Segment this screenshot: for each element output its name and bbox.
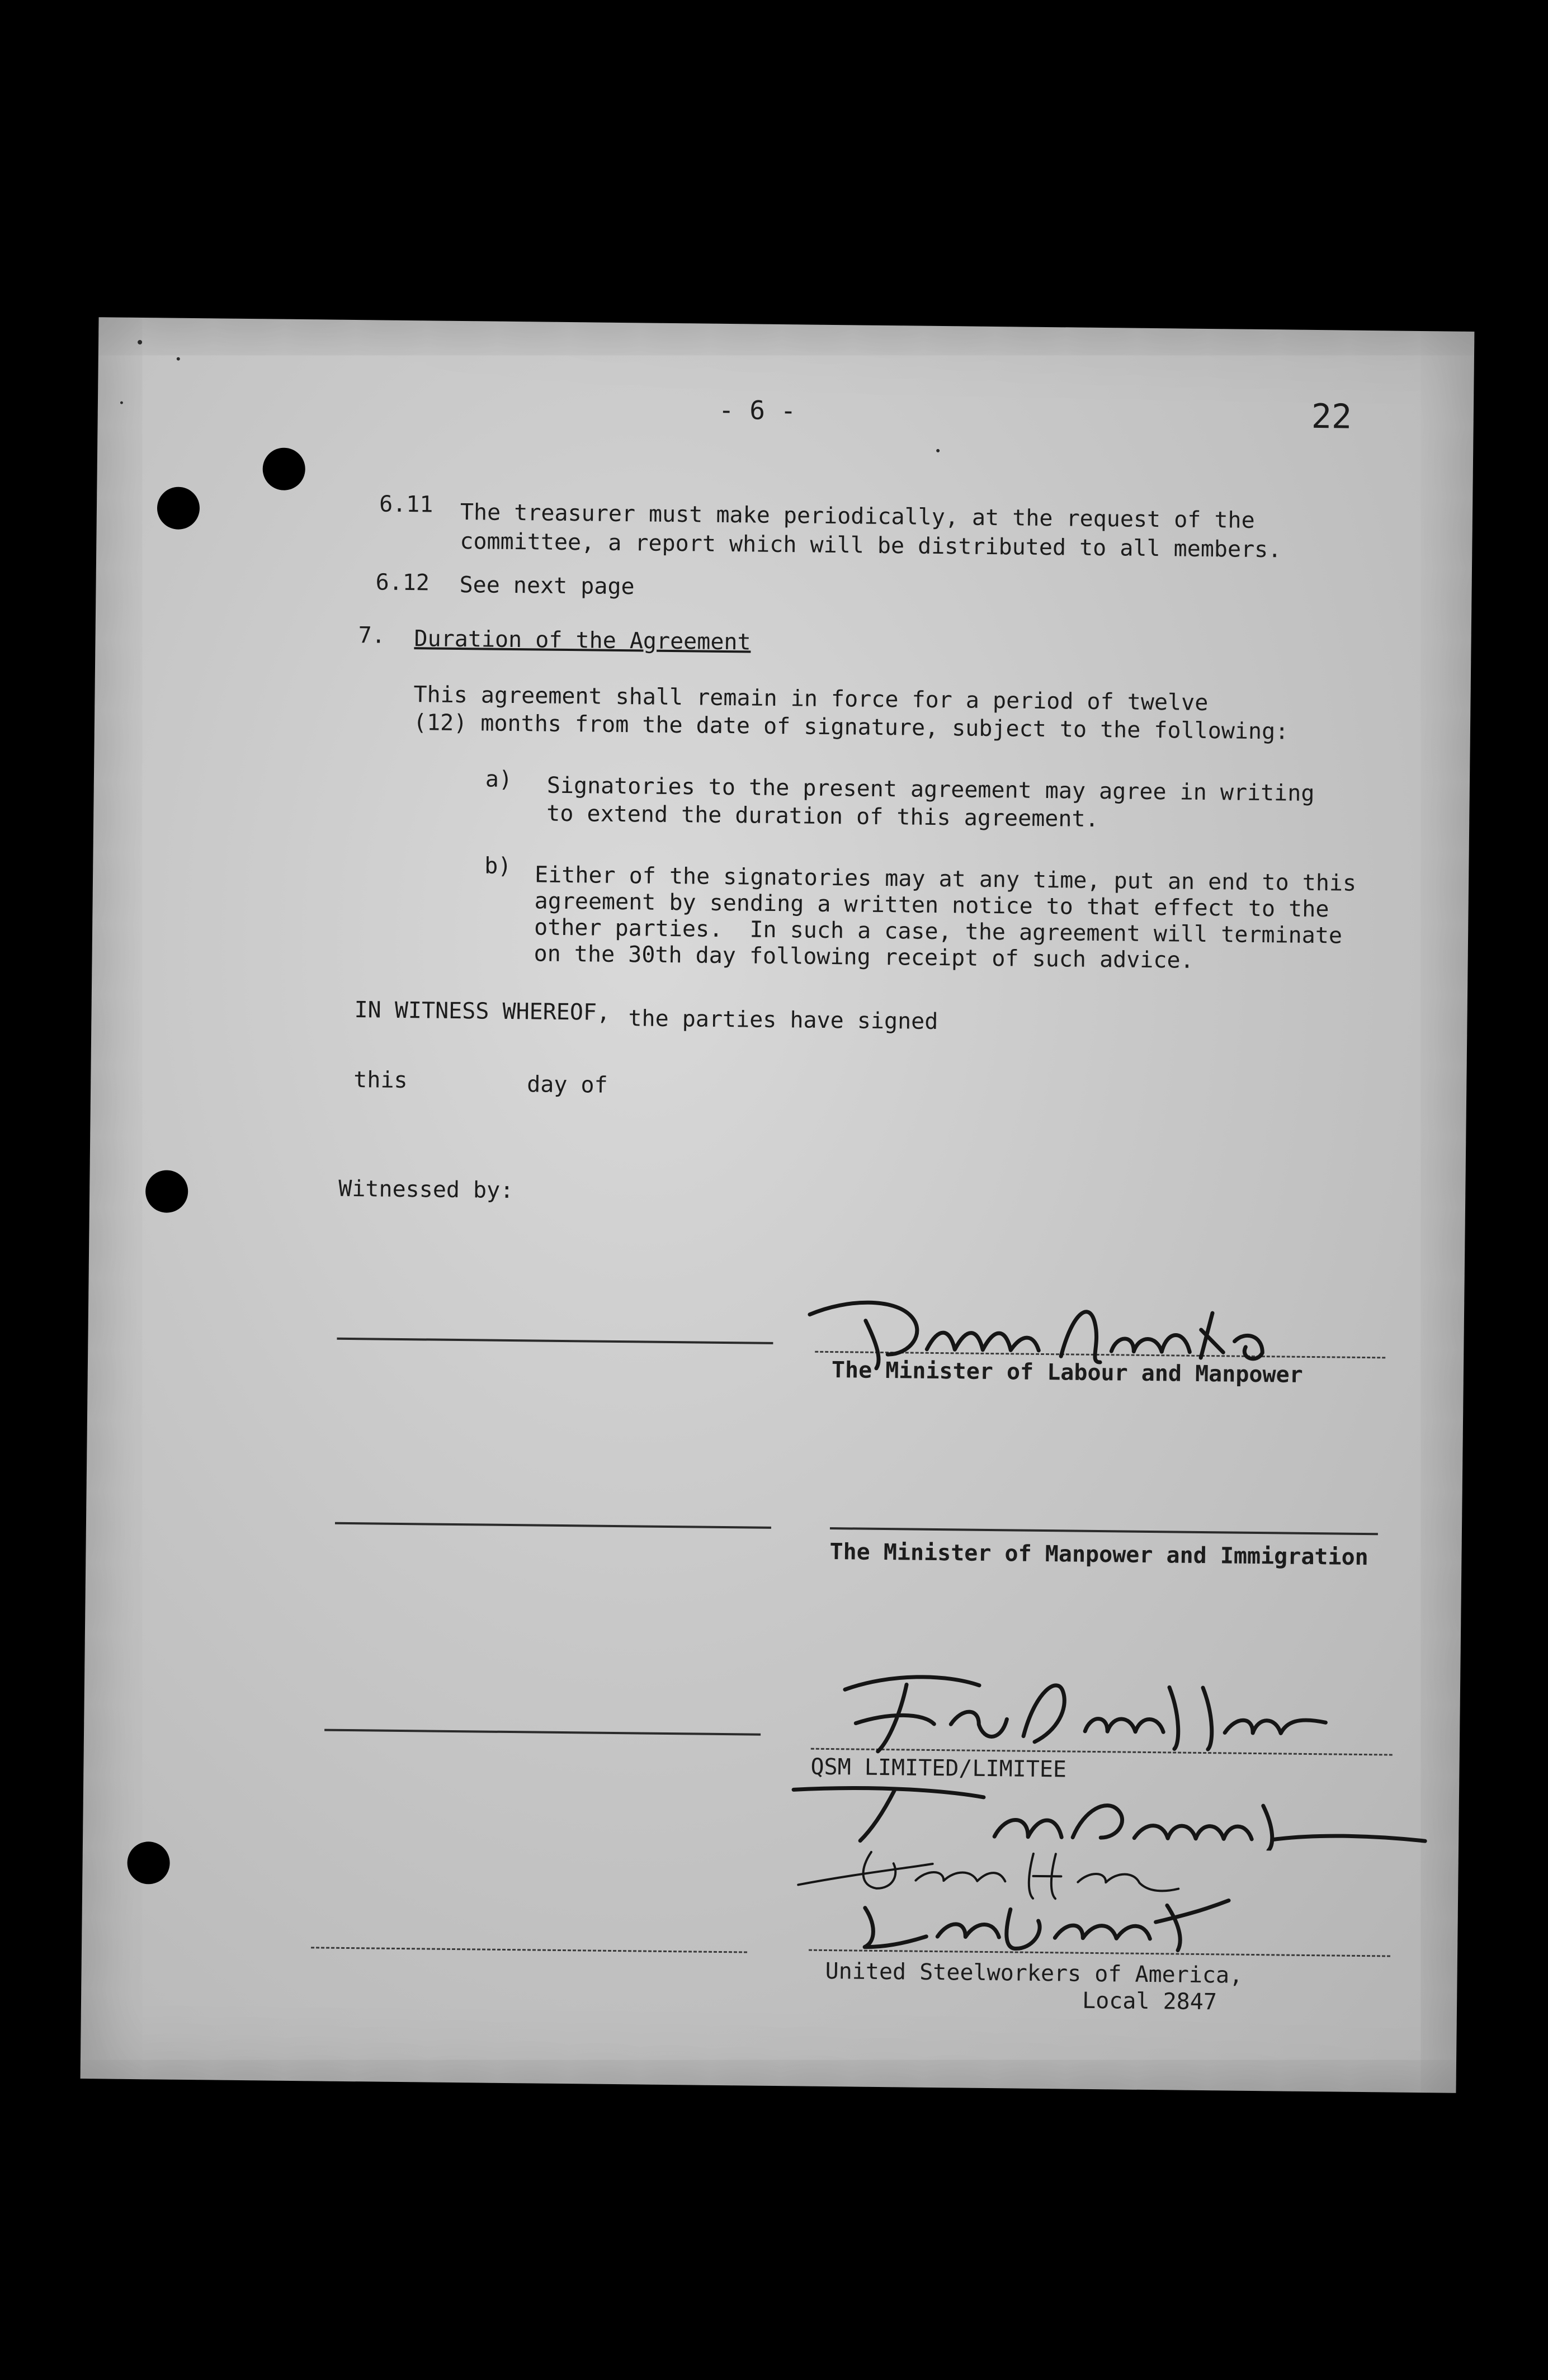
page-number: 22 [1311, 396, 1352, 437]
signatory-caption: QSM LIMITED/LIMITEE [810, 1754, 1067, 1783]
signatory-caption: United Steelworkers of America, [825, 1958, 1243, 1989]
speck [120, 402, 123, 404]
punch-hole [262, 447, 305, 490]
punch-hole [127, 1841, 170, 1885]
signatory-caption: The Minister of Labour and Manpower [831, 1357, 1303, 1388]
paragraph-line: This agreement shall remain in force for a period of twelve [413, 682, 1209, 716]
paragraph-line: agreement by sending a written notice to that effect to the [534, 888, 1329, 923]
in-witness-text: IN WITNESS WHEREOF, [354, 997, 611, 1026]
witness-signature-line [324, 1729, 761, 1736]
signature-union-3 [842, 1885, 1245, 1957]
day-of-label: day of [526, 1071, 608, 1098]
section-number: 6.12 [375, 569, 430, 596]
witness-signature-line [311, 1947, 747, 1953]
document-page [81, 317, 1475, 2093]
paragraph-line: Either of the signatories may at any time, put an end to this [534, 862, 1357, 896]
signature-minister-labour [798, 1275, 1302, 1381]
punch-hole [145, 1170, 188, 1213]
signature-qsm [822, 1656, 1394, 1768]
speck [138, 340, 142, 344]
list-label: b) [484, 853, 512, 879]
parties-signed-text: the parties have signed [628, 1005, 938, 1035]
speck [177, 357, 180, 361]
paragraph-line: The treasurer must make periodically, at the request of the [460, 499, 1255, 533]
signatory-line [830, 1527, 1378, 1535]
paragraph-line: (12) months from the date of signature, subject to the following: [413, 710, 1289, 745]
speck [936, 449, 940, 452]
paragraph-line: to extend the duration of this agreement. [546, 800, 1099, 832]
section-title: Duration of the Agreement [414, 626, 751, 655]
page-marker: - 6 - [718, 394, 796, 426]
this-label: this [353, 1067, 408, 1094]
witnessed-by-label: Witnessed by: [338, 1175, 514, 1204]
section-number: 6.11 [379, 491, 433, 518]
signatory-caption: Local 2847 [1082, 1987, 1217, 2015]
paragraph-line: Signatories to the present agreement may agree in writing [546, 772, 1315, 807]
section-number: 7. [358, 622, 386, 649]
paragraph-line: other parties. In such a case, the agreement will terminate [534, 914, 1343, 949]
punch-hole [157, 487, 200, 530]
signatory-caption: The Minister of Manpower and Immigration [829, 1539, 1368, 1571]
witness-signature-line [335, 1522, 771, 1529]
paragraph-line: committee, a report which will be distributed to all members. [460, 528, 1282, 563]
paragraph-line: on the 30th day following receipt of such advice. [534, 941, 1194, 974]
paragraph-line: See next page [459, 572, 635, 600]
list-label: a) [485, 766, 513, 792]
witness-signature-line [337, 1338, 773, 1344]
